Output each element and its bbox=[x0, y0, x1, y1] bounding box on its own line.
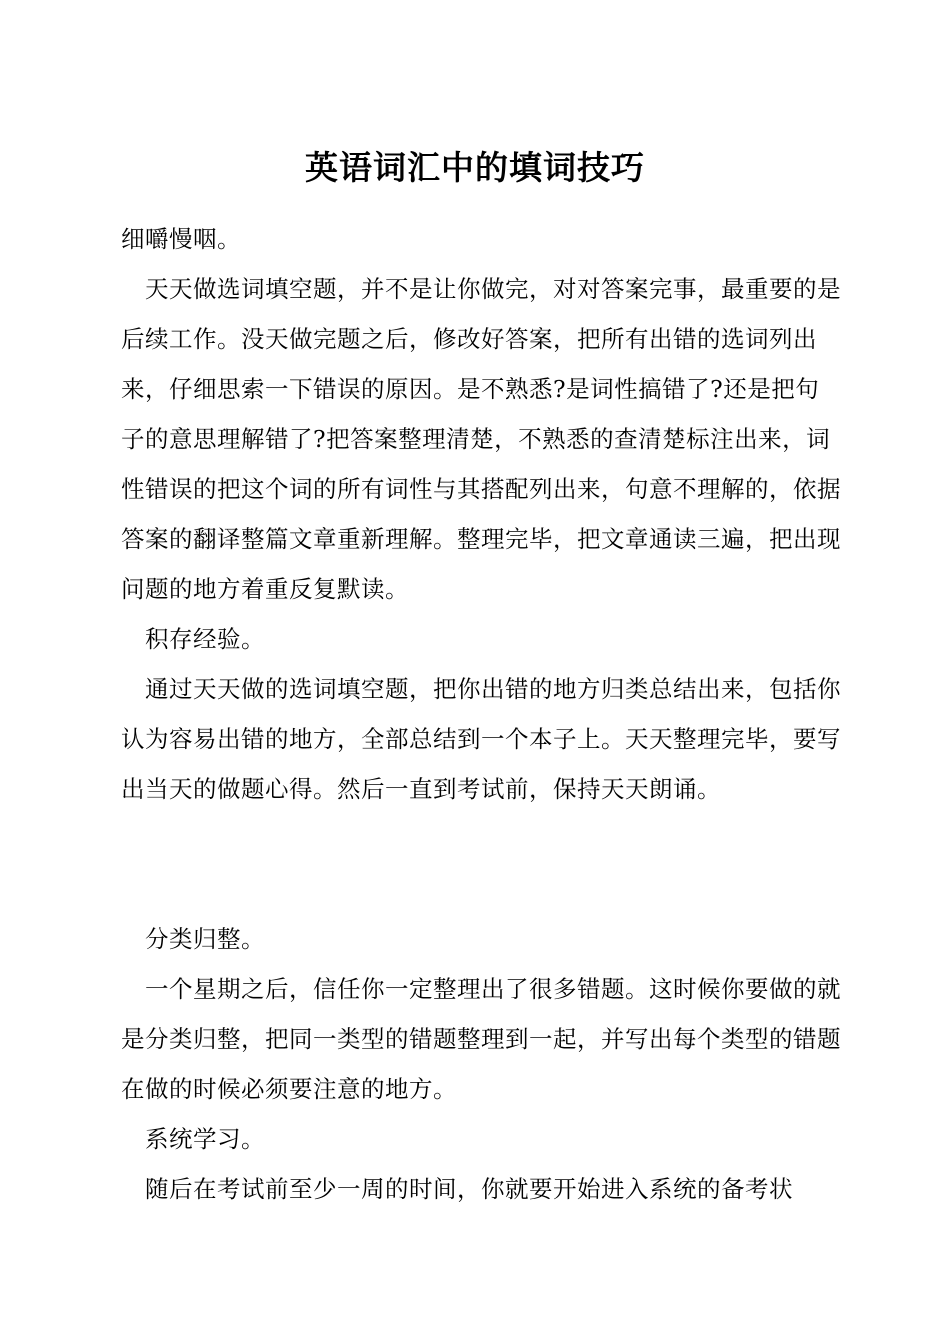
document-title: 英语词汇中的填词技巧 bbox=[305, 148, 645, 187]
paragraph-7: 系统学习。 bbox=[145, 1125, 265, 1153]
paragraph-2: 天天做选词填空题，并不是让你做完，对对答案完事，最重要的是后续工作。没天做完题之后，修改好答案，把所有出错的选词列出来，仔细思索一下错误的原因。是不熟悉?是词性搞错了?还是把句子的意思理解错了?把答案整理清楚，不熟悉的查清楚标注出来，词性错误的把这个词的所有词性与其搭配列出来，句意不理解的，依据答案的翻译整篇文章重新理解。整理完毕，把文章通读三遍，把出现问题的地方着重反复默读。 bbox=[121, 275, 841, 603]
paragraph-5: 分类归整。 bbox=[145, 925, 265, 953]
paragraph-8: 随后在考试前至少一周的时间，你就要开始进入系统的备考状 bbox=[145, 1175, 793, 1203]
paragraph-3: 积存经验。 bbox=[145, 625, 265, 653]
paragraph-6: 一个星期之后，信任你一定整理出了很多错题。这时候你要做的就是分类归整，把同一类型的错题整理到一起，并写出每个类型的错题在做的时候必须要注意的地方。 bbox=[121, 975, 841, 1103]
paragraph-4: 通过天天做的选词填空题，把你出错的地方归类总结出来，包括你认为容易出错的地方，全部总结到一个本子上。天天整理完毕，要写出当天的做题心得。然后一直到考试前，保持天天朗诵。 bbox=[121, 675, 841, 803]
paragraph-1: 细嚼慢咽。 bbox=[121, 225, 241, 253]
